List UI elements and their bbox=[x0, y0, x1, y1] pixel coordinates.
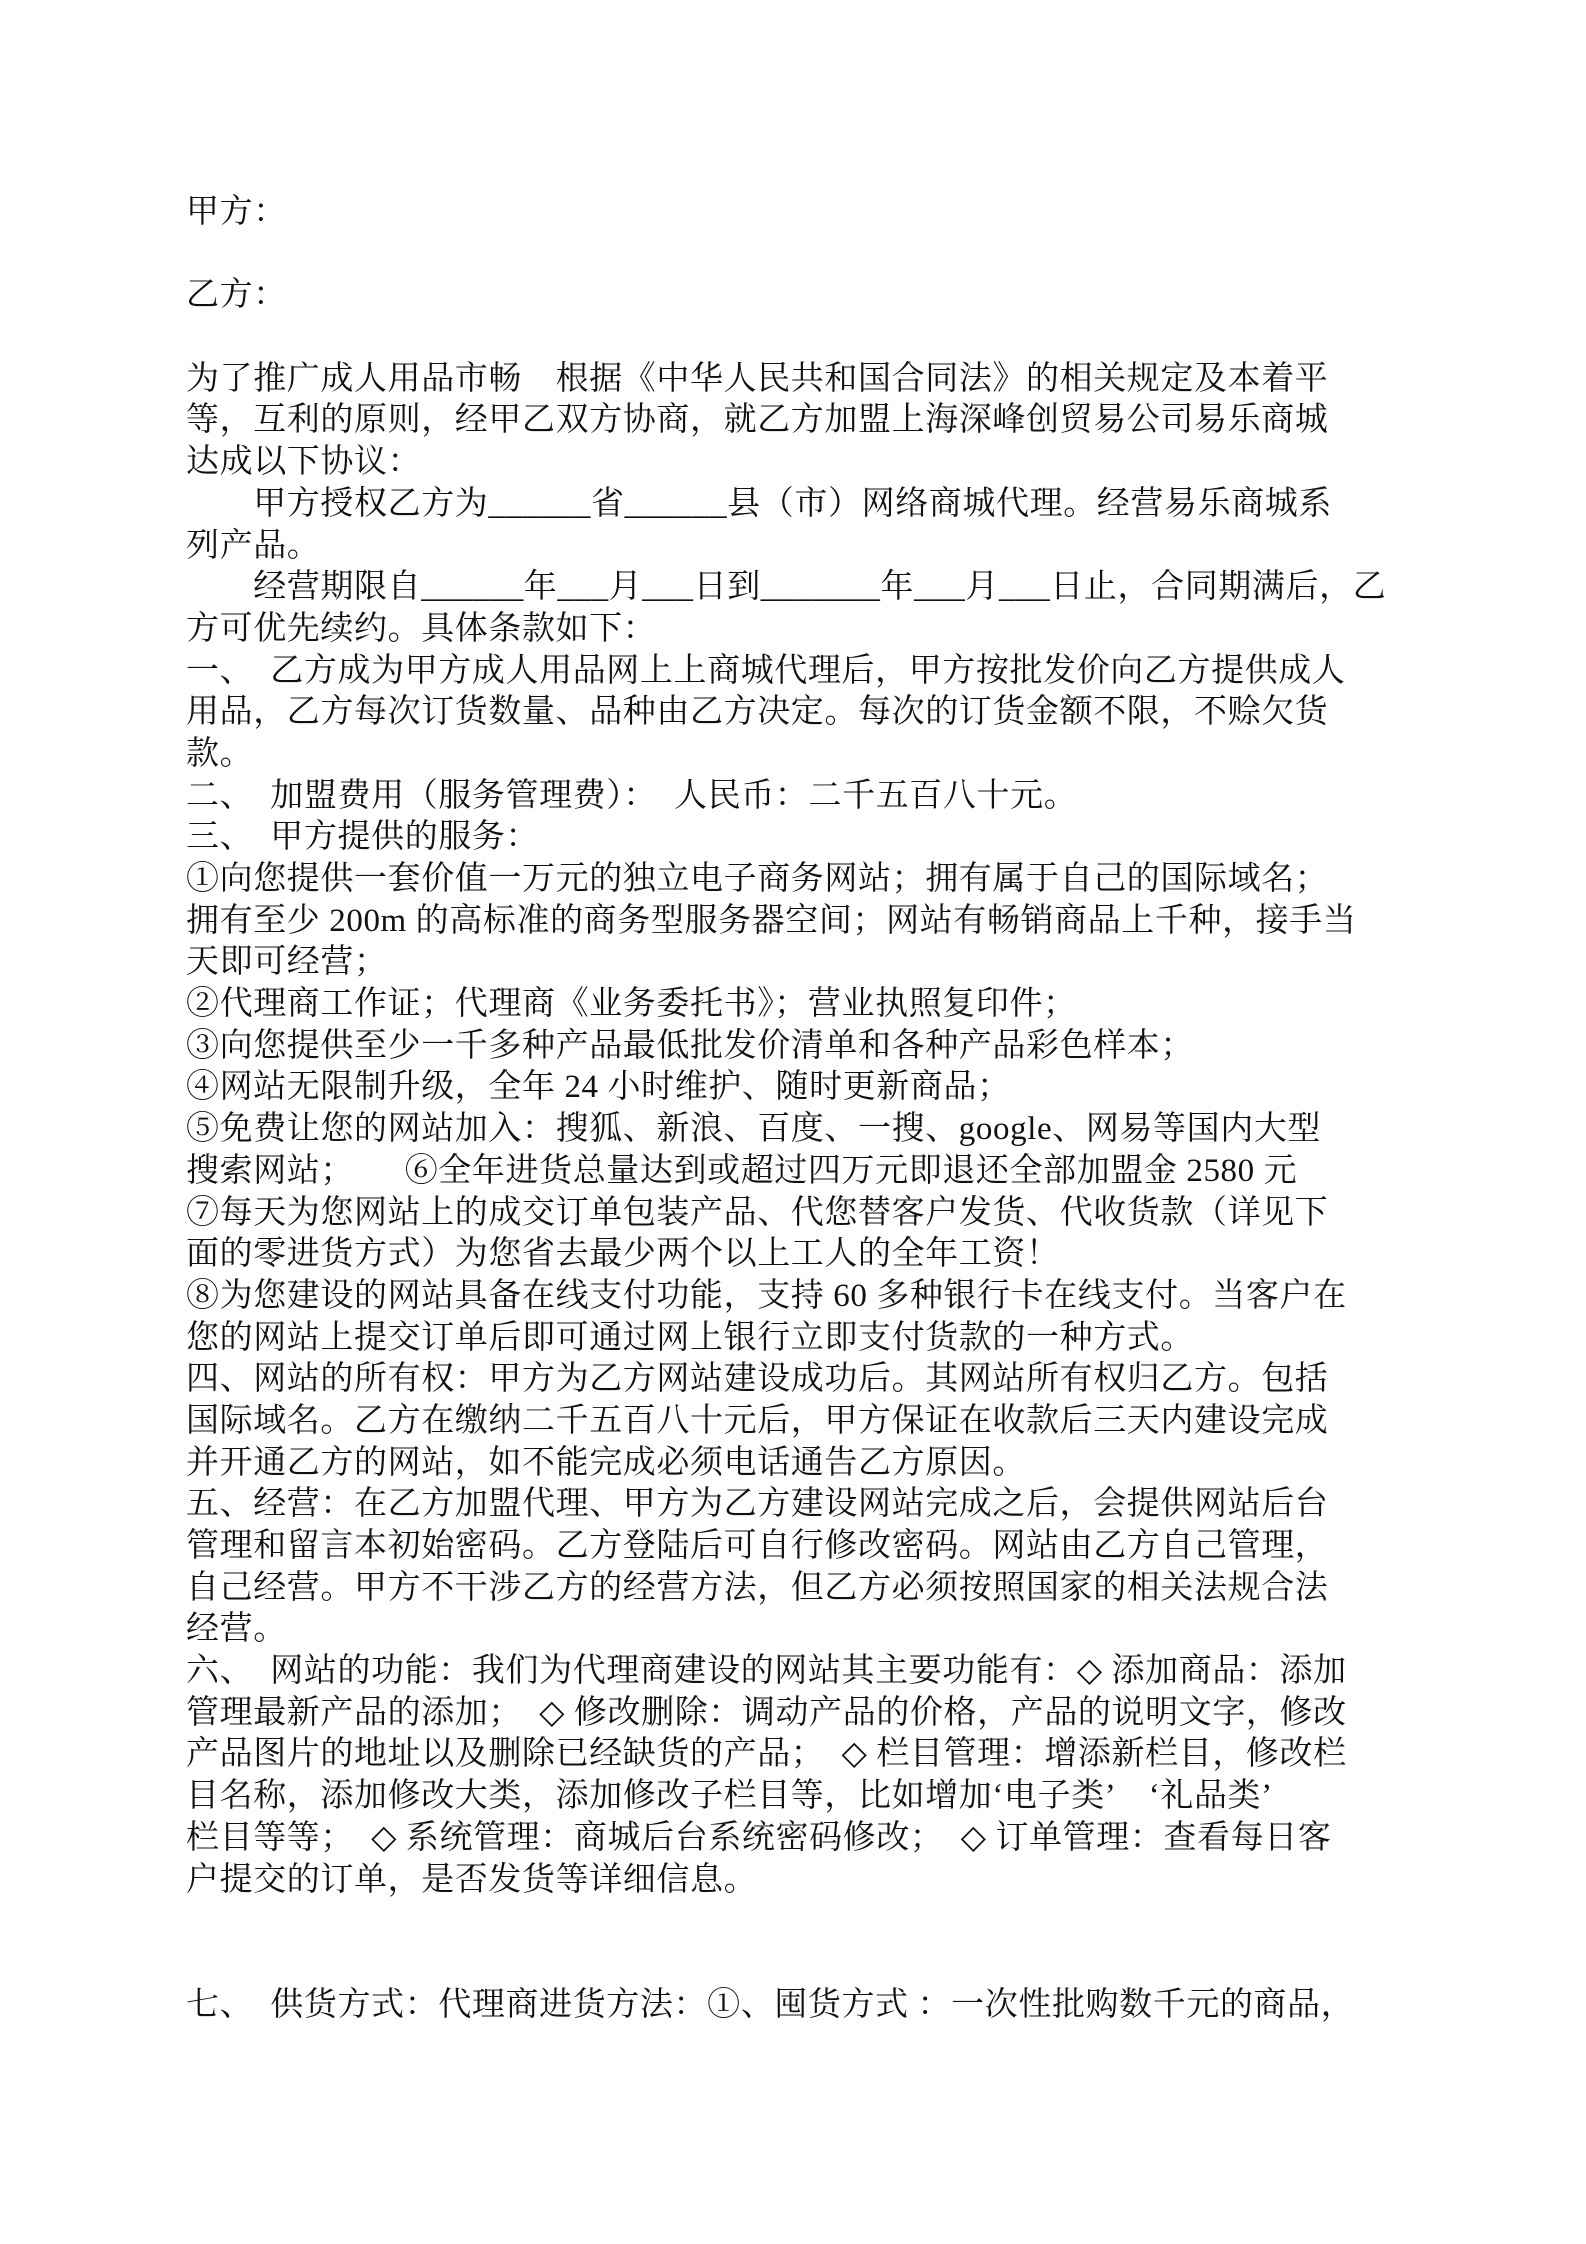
text-line-service-5-6: ⑤免费让您的网站加入：搜狐、新浪、百度、一搜、google、网易等国内大型 bbox=[186, 1111, 1322, 1148]
text-line-clause-2: 二、 加盟费用（服务管理费）： 人民币：二千五百八十元。 bbox=[186, 777, 1078, 814]
blank-line bbox=[186, 1901, 1426, 1943]
text-line-clause-6: 户提交的订单，是否发货等详细信息。 bbox=[186, 1861, 758, 1898]
text-line-clause-5: 经营。 bbox=[186, 1611, 287, 1648]
text-line-service-7: ⑦每天为您网站上的成交订单包装产品、代您替客户发货、代收货款（详见下 bbox=[186, 1194, 1329, 1231]
text-line-clause-4: 四、网站的所有权：甲方为乙方网站建设成功后。其网站所有权归乙方。包括 bbox=[186, 1361, 1329, 1398]
text-line-clause-7: 七、 供货方式：代理商进货方法：①、囤货方式 ：一次性批购数千元的商品， bbox=[186, 1986, 1355, 2023]
text-line-clause-6: 目名称，添加修改大类，添加修改子栏目等，比如增加‘电子类’ ‘礼品类’ bbox=[186, 1778, 1273, 1815]
text-line-clause-5: 自己经营。甲方不干涉乙方的经营方法，但乙方必须按照国家的相关法规合法 bbox=[186, 1569, 1329, 1606]
text-line-service-3: ③向您提供至少一千多种产品最低批发价清单和各种产品彩色样本； bbox=[186, 1027, 1194, 1064]
text-line-term: 方可优先续约。具体条款如下： bbox=[186, 610, 657, 647]
contract-body bbox=[186, 192, 1426, 2026]
text-line-authorization: 甲方授权乙方为______省______县（市）网络商城代理。经营易乐商城系 bbox=[186, 485, 1332, 522]
text-line-preamble: 达成以下协议： bbox=[186, 444, 422, 481]
blank-line bbox=[186, 234, 1426, 276]
text-line-service-1: 拥有至少 200m 的高标准的商务型服务器空间；网站有畅销商品上千种，接手当 bbox=[186, 902, 1357, 939]
text-line-clause-3: 三、 甲方提供的服务： bbox=[186, 819, 540, 856]
text-line-clause-6: 产品图片的地址以及删除已经缺货的产品； ◇ 栏目管理：增添新栏目，修改栏 bbox=[186, 1736, 1347, 1773]
text-line-service-5-6: 搜索网站； ⑥全年进货总量达到或超过四万元即退还全部加盟金 2580 元 bbox=[186, 1152, 1298, 1189]
text-line-service-2: ②代理商工作证；代理商《业务委托书》；营业执照复印件； bbox=[186, 986, 1077, 1023]
text-line-clause-6: 六、 网站的功能：我们为代理商建设的网站其主要功能有：◇ 添加商品：添加 bbox=[186, 1653, 1347, 1690]
text-line-clause-4: 并开通乙方的网站，如不能完成必须电话通告乙方原因。 bbox=[186, 1444, 1026, 1481]
text-line-clause-1: 用品，乙方每次订货数量、品种由乙方决定。每次的订货金额不限，不赊欠货 bbox=[186, 694, 1329, 731]
text-line-clause-5: 五、经营：在乙方加盟代理、甲方为乙方建设网站完成之后，会提供网站后台 bbox=[186, 1486, 1329, 1523]
text-line-authorization: 列产品。 bbox=[186, 527, 321, 564]
text-line-party-a: 甲方： bbox=[186, 194, 287, 230]
blank-line bbox=[186, 1943, 1426, 1985]
text-line-preamble: 为了推广成人用品市畅 根据《中华人民共和国合同法》的相关规定及本着平 bbox=[186, 360, 1329, 397]
text-line-service-7: 面的零进货方式）为您省去最少两个以上工人的全年工资！ bbox=[186, 1236, 1060, 1273]
text-line-clause-6: 栏目等等； ◇ 系统管理：商城后台系统密码修改； ◇ 订单管理：查看每日客 bbox=[186, 1819, 1332, 1856]
text-line-clause-1: 一、 乙方成为甲方成人用品网上上商城代理后，甲方按批发价向乙方提供成人 bbox=[186, 652, 1346, 689]
text-line-clause-6: 管理最新产品的添加； ◇ 修改删除：调动产品的价格，产品的说明文字，修改 bbox=[186, 1694, 1347, 1731]
text-line-party-b: 乙方： bbox=[186, 277, 287, 314]
text-line-preamble: 等，互利的原则，经甲乙双方协商，就乙方加盟上海深峰创贸易公司易乐商城 bbox=[186, 402, 1329, 439]
blank-line bbox=[186, 317, 1426, 359]
text-line-clause-5: 管理和留言本初始密码。乙方登陆后可自行修改密码。网站由乙方自己管理， bbox=[186, 1528, 1329, 1564]
text-line-clause-4: 国际域名。乙方在缴纳二千五百八十元后，甲方保证在收款后三天内建设完成 bbox=[186, 1402, 1329, 1439]
text-line-service-4: ④网站无限制升级，全年 24 小时维护、随时更新商品； bbox=[186, 1069, 1011, 1106]
text-line-service-8: 您的网站上提交订单后即可通过网上银行立即支付货款的一种方式。 bbox=[186, 1319, 1194, 1356]
text-line-term: 经营期限自______年___月___日到_______年___月___日止，合同期满后，乙 bbox=[186, 569, 1387, 606]
text-line-service-1: ①向您提供一套价值一万元的独立电子商务网站；拥有属于自己的国际域名； bbox=[186, 861, 1329, 897]
text-line-service-8: ⑧为您建设的网站具备在线支付功能，支持 60 多种银行卡在线支付。当客户在 bbox=[186, 1277, 1347, 1314]
text-line-clause-1: 款。 bbox=[186, 735, 254, 772]
text-line-service-1: 天即可经营； bbox=[186, 944, 388, 981]
